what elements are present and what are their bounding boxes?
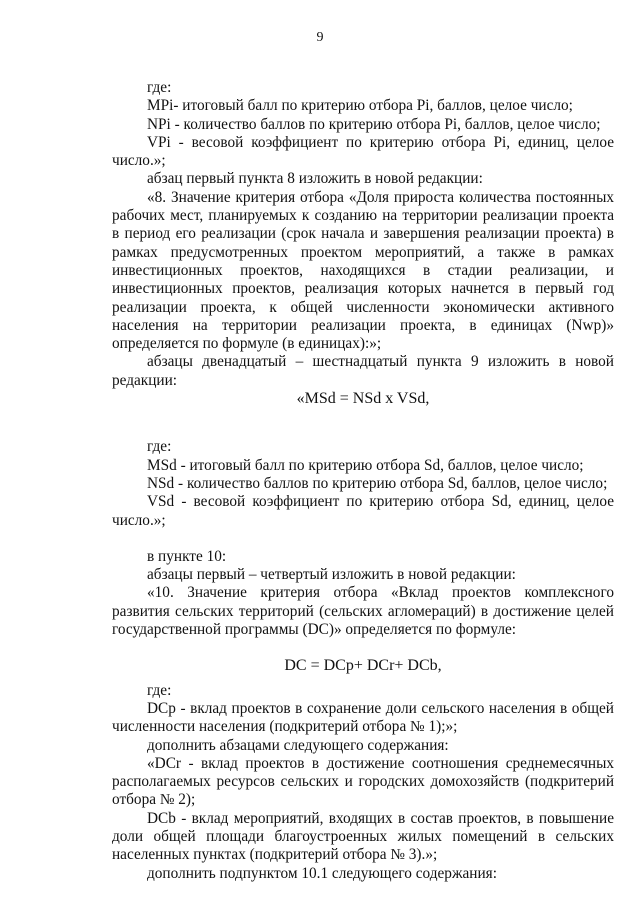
document-body (112, 79, 614, 883)
formula-dc: DC = DCp+ DCr+ DCb, (284, 657, 442, 675)
where-label: где: (147, 79, 172, 96)
amendment-add-paragraphs: дополнить абзацами следующего содержания: (147, 736, 449, 754)
amendment-paragraph-10: в пункте 10: (147, 547, 227, 565)
definition-dcp: DCp - вклад проектов в сохранение доли сельского населения в общей численности населения (подкритерий отбора № 1);»; (112, 699, 614, 736)
amendment-paragraph-9: абзацы двенадцатый – шестнадцатый пункта 9 изложить в новой редакции: (112, 353, 614, 389)
amendment-paragraph-8: абзац первый пункта 8 изложить в новой редакции: (147, 170, 483, 188)
definition-npi: NPi - количество баллов по критерию отбора Pi, баллов, целое число; (147, 115, 601, 133)
definition-vsd: VSd - весовой коэффициент по критерию отбора Sd, единиц, целое число.»; (112, 493, 614, 529)
where-label: где: (147, 681, 172, 699)
definition-vpi: VPi - весовой коэффициент по критерию отбора Pi, единиц, целое число.»; (112, 133, 614, 170)
definition-msd: MSd - итоговый балл по критерию отбора Sd, баллов, целое число; (147, 456, 584, 474)
formula-msd: «MSd = NSd x VSd, (296, 390, 430, 408)
definition-dcr: «DCr - вклад проектов в достижение соотношения среднемесячных располагаемых ресурсов сельских и городских домохозяйств (подкритерий отбора № 2); (112, 754, 614, 809)
amendment-paragraphs-1-4: абзацы первый – четвертый изложить в новой редакции: (147, 566, 516, 584)
amendment-add-subpoint-10-1: дополнить подпунктом 10.1 следующего содержания: (147, 864, 497, 882)
definition-nsd: NSd - количество баллов по критерию отбора Sd, баллов, целое число; (147, 474, 608, 492)
page-number: 9 (316, 30, 324, 45)
definition-dcb: DCb - вклад мероприятий, входящих в состав проектов, в повышение доли общей площади благоустроенных жилых помещений в сельских населенных пунктах (подкритерий отбора № 3).»; (112, 809, 614, 864)
paragraph-8-text: «8. Значение критерия отбора «Доля прироста количества постоянных рабочих мест, планируемых к созданию на территории реализации проекта в период его реализации (срок начала и завершения реализации проекта) в рамках предусмотренных проектом мероприятий, а также в рамках инвестиционных проектов, находящихся в стадии реализации, и инвестиционных проектов, реализация которых начнется в первый год реализации проекта, к общей численности экономически активного населения на территории реализации проекта, в единицах (Nwp)» определяется по формуле (в единицах):»; (112, 188, 614, 353)
paragraph-10-text: «10. Значение критерия отбора «Вклад проектов комплексного развития сельских территорий (сельских агломераций) в достижение целей государственной программы (DC)» определяется по формуле: (112, 584, 614, 639)
definition-mpi: MPi- итоговый балл по критерию отбора Pi, баллов, целое число; (147, 97, 573, 115)
where-label: где: (147, 438, 172, 456)
